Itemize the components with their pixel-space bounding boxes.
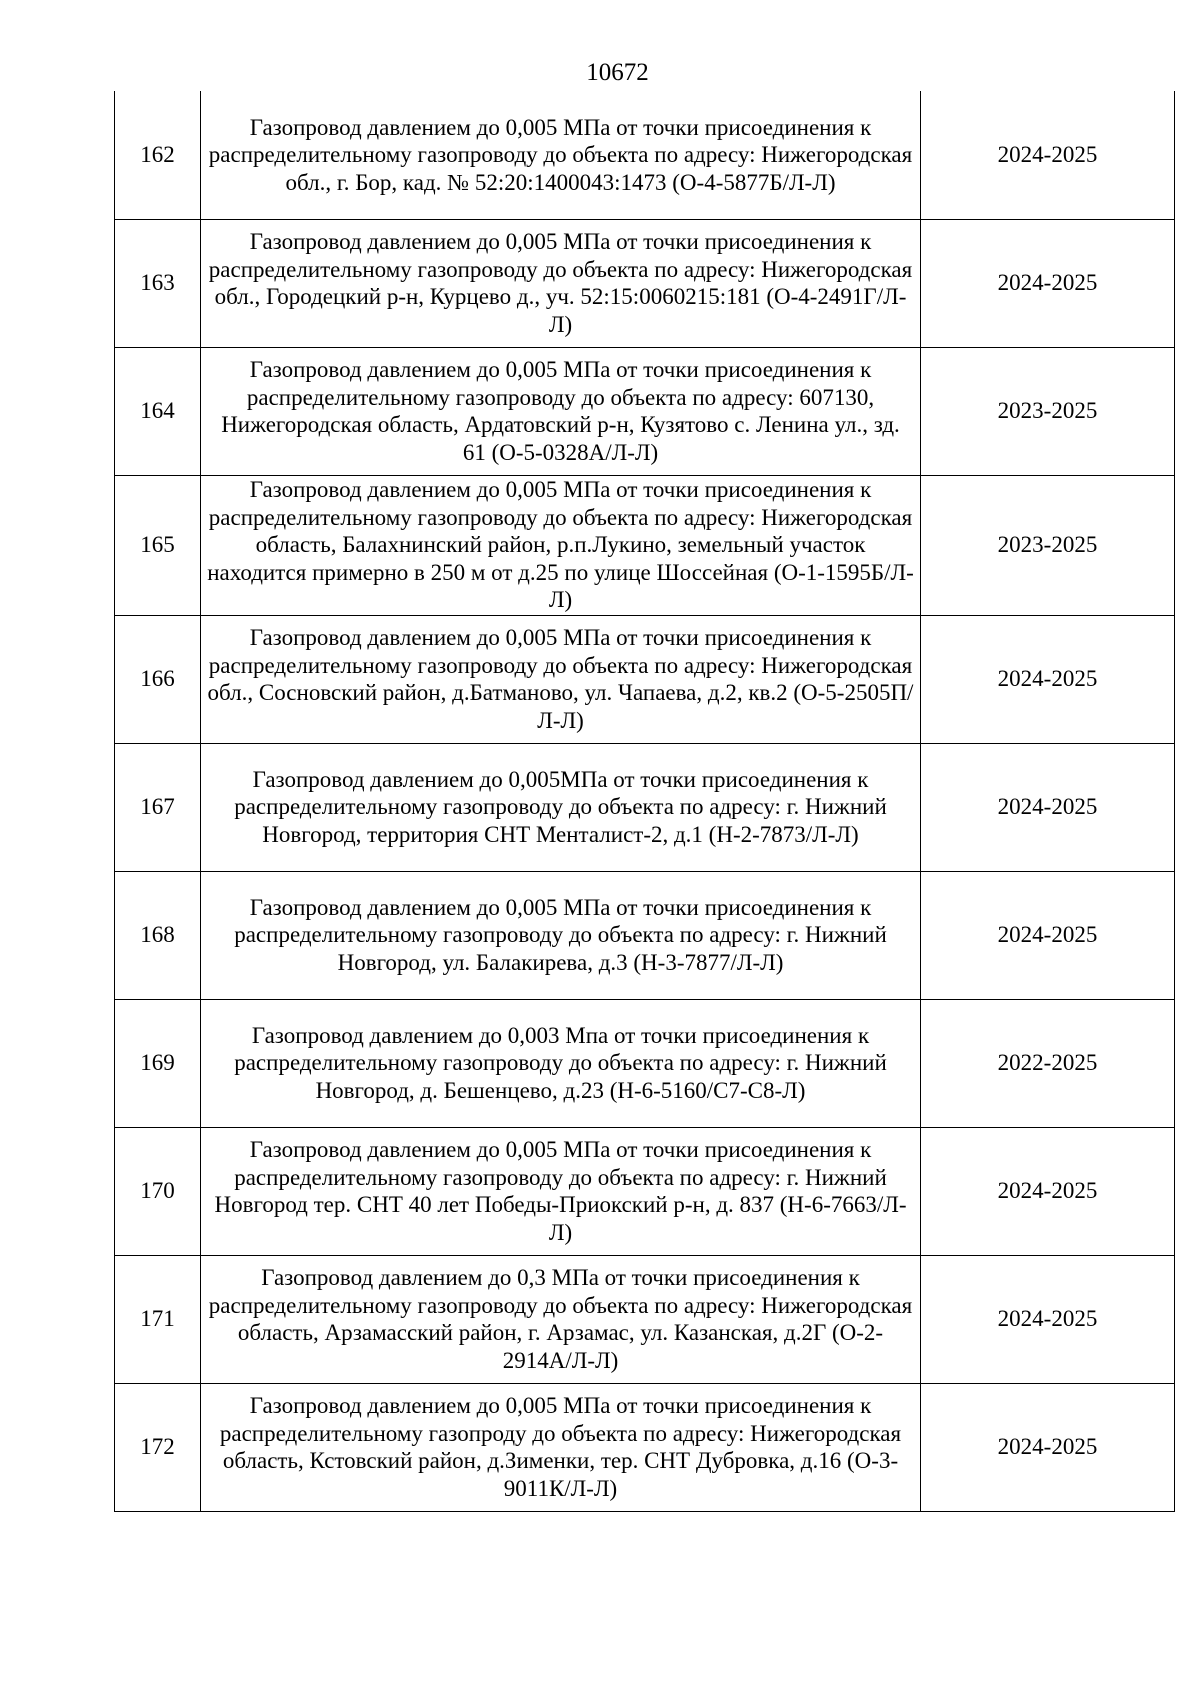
row-description: Газопровод давлением до 0,005 МПа от точки присоединения к распределительному газопроводу до объекта по адресу: г. Нижний Новгород тер. СНТ 40 лет Победы-Приокский р-н, д. 837 (Н-6-7663/Л-Л)	[201, 1127, 921, 1255]
row-period: 2024-2025	[921, 1383, 1175, 1511]
table-row	[115, 1383, 1175, 1511]
row-number: 166	[115, 615, 201, 743]
row-number: 162	[115, 91, 201, 219]
table-row	[115, 219, 1175, 347]
table-row	[115, 999, 1175, 1127]
row-description: Газопровод давлением до 0,005 МПа от точки присоединения к распределительному газопроводу до объекта по адресу: Нижегородская область, Балахнинский район, р.п.Лукино, земельный участок находится примерно в 250 м от д.25 по улице Шоссейная (О-1-1595Б/Л-Л)	[201, 475, 921, 615]
row-number: 163	[115, 219, 201, 347]
table-row	[115, 475, 1175, 615]
row-description: Газопровод давлением до 0,005 МПа от точки присоединения к распределительному газопроводу до объекта по адресу: Нижегородская обл., г. Бор, кад. № 52:20:1400043:1473 (О-4-5877Б/Л-Л)	[201, 91, 921, 219]
table-row	[115, 615, 1175, 743]
row-number: 171	[115, 1255, 201, 1383]
row-number: 165	[115, 475, 201, 615]
row-description: Газопровод давлением до 0,005 МПа от точки присоединения к распределительному газопроводу до объекта по адресу: г. Нижний Новгород, ул. Балакирева, д.3 (Н-3-7877/Л-Л)	[201, 871, 921, 999]
row-period: 2023-2025	[921, 475, 1175, 615]
row-description: Газопровод давлением до 0,3 МПа от точки присоединения к распределительному газопроводу до объекта по адресу: Нижегородская область, Арзамасский район, г. Арзамас, ул. Казанская, д.2Г (О-2-2914А/Л-Л)	[201, 1255, 921, 1383]
table-row	[115, 91, 1175, 219]
table-row	[115, 871, 1175, 999]
row-number: 170	[115, 1127, 201, 1255]
row-period: 2024-2025	[921, 91, 1175, 219]
table-row	[115, 1255, 1175, 1383]
gas-pipeline-table	[114, 91, 1175, 1512]
row-description: Газопровод давлением до 0,005 МПа от точки присоединения к распределительному газопроду до объекта по адресу: Нижегородская область, Кстовский район, д.Зименки, тер. СНТ Дубровка, д.16 (О-3-9011К/Л-Л)	[201, 1383, 921, 1511]
row-period: 2022-2025	[921, 999, 1175, 1127]
table-row	[115, 1127, 1175, 1255]
page-number: 10672	[586, 59, 649, 86]
table-row	[115, 743, 1175, 871]
row-number: 168	[115, 871, 201, 999]
table-row	[115, 347, 1175, 475]
row-number: 172	[115, 1383, 201, 1511]
row-number: 169	[115, 999, 201, 1127]
row-period: 2024-2025	[921, 1255, 1175, 1383]
row-description: Газопровод давлением до 0,005 МПа от точки присоединения к распределительному газопроводу до объекта по адресу: Нижегородская обл., Сосновский район, д.Батманово, ул. Чапаева, д.2, кв.2 (О-5-2505П/Л-Л)	[201, 615, 921, 743]
row-description: Газопровод давлением до 0,005 МПа от точки присоединения к распределительному газопроводу до объекта по адресу: Нижегородская обл., Городецкий р-н, Курцево д., уч. 52:15:0060215:181 (О-4-2491Г/Л-Л)	[201, 219, 921, 347]
row-description: Газопровод давлением до 0,005 МПа от точки присоединения к распределительному газопроводу до объекта по адресу: 607130, Нижегородская область, Ардатовский р-н, Кузятово с. Ленина ул., зд. 61 (О-5-0328А/Л-Л)	[201, 347, 921, 475]
row-number: 167	[115, 743, 201, 871]
row-period: 2024-2025	[921, 219, 1175, 347]
row-number: 164	[115, 347, 201, 475]
row-period: 2023-2025	[921, 347, 1175, 475]
row-description: Газопровод давлением до 0,003 Мпа от точки присоединения к распределительному газопроводу до объекта по адресу: г. Нижний Новгород, д. Бешенцево, д.23 (Н-6-5160/С7-С8-Л)	[201, 999, 921, 1127]
row-period: 2024-2025	[921, 871, 1175, 999]
row-description: Газопровод давлением до 0,005МПа от точки присоединения к распределительному газопроводу до объекта по адресу: г. Нижний Новгород, территория СНТ Менталист-2, д.1 (Н-2-7873/Л-Л)	[201, 743, 921, 871]
row-period: 2024-2025	[921, 743, 1175, 871]
row-period: 2024-2025	[921, 1127, 1175, 1255]
row-period: 2024-2025	[921, 615, 1175, 743]
